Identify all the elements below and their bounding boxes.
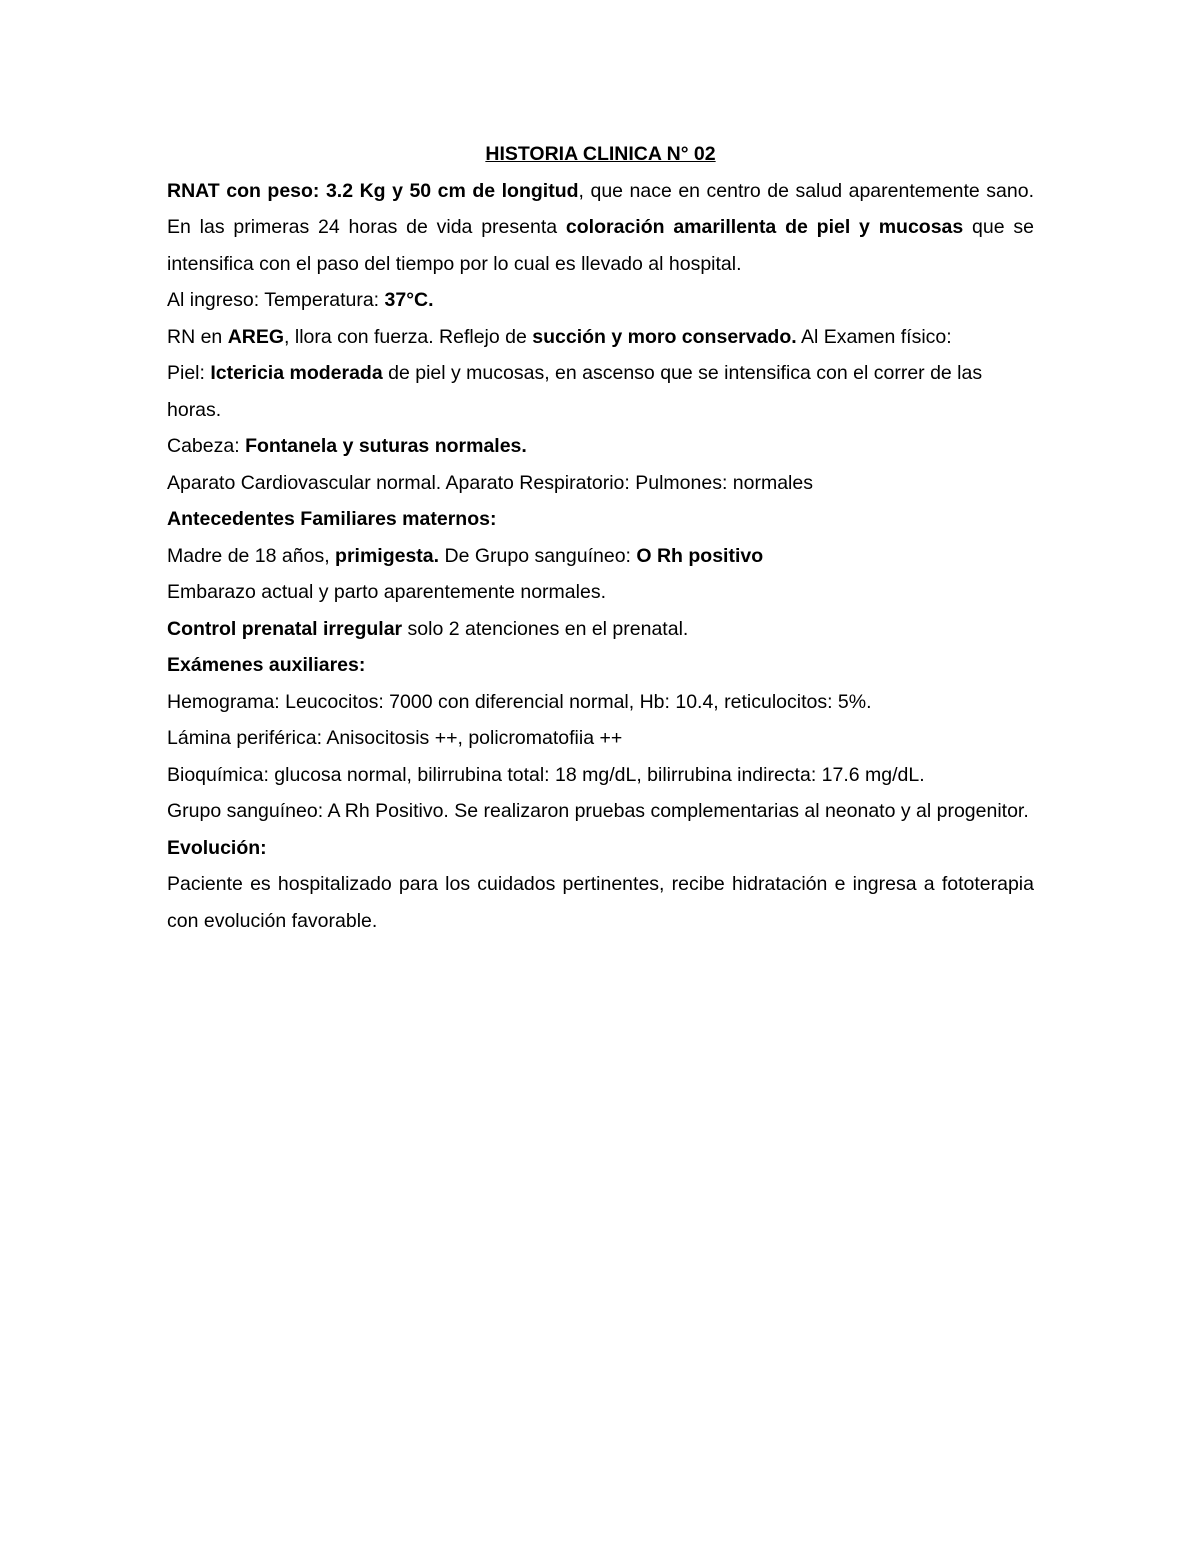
text-run: Al Examen físico: [796, 325, 952, 348]
bold-text: Fontanela y suturas normales. [245, 435, 527, 457]
paragraph-rnat [167, 173, 1034, 283]
bold-text: Exámenes auxiliares: [167, 654, 366, 676]
paragraph-madre [167, 538, 1034, 575]
paragraph-lamina: Lámina periférica: Anisocitosis ++, policromatofiia ++ [167, 727, 623, 749]
text-run: Al ingreso: Temperatura: [167, 289, 385, 311]
text-run: Cabeza: [167, 435, 246, 457]
bold-text: RNAT con peso: 3.2 Kg y 50 cm de longitud [167, 179, 579, 202]
heading-evolucion [167, 830, 1034, 867]
bold-text: Antecedentes Familiares maternos: [167, 508, 497, 530]
document-body [167, 136, 1034, 939]
text-run: RN en [167, 325, 228, 348]
paragraph-piel [167, 355, 1034, 428]
paragraph-control-prenatal [167, 611, 1034, 648]
text-run: que se intensifica con el paso del tiempo por lo cual es llevado al hospital. [167, 216, 1034, 275]
paragraph-aparato: Aparato Cardiovascular normal. Aparato Respiratorio: Pulmones: normales [167, 471, 813, 494]
text-run: solo 2 atenciones en el prenatal. [402, 617, 689, 640]
text-run: Madre de 18 años, [167, 544, 336, 567]
bold-text: succión y moro conservado. [532, 325, 797, 348]
paragraph-ingreso [167, 282, 1034, 319]
bold-text: primigesta. [335, 544, 440, 567]
paragraph-paciente: Paciente es hospitalizado para los cuidados pertinentes, recibe hidratación e ingresa a fototerapia con evolución favorable. [167, 873, 1034, 932]
paragraph-hemograma: Hemograma: Leucocitos: 7000 con diferencial normal, Hb: 10.4, reticulocitos: 5%. [167, 690, 872, 713]
text-run: , que nace en centro de salud aparentemente sano. En las primeras 24 horas de vida presenta [167, 179, 1035, 238]
paragraph-rn-areg [167, 319, 1034, 356]
heading-examenes [167, 647, 1034, 684]
bold-text: Control prenatal irregular [167, 617, 403, 640]
bold-text: AREG [227, 325, 285, 348]
text-run: De Grupo sanguíneo: [439, 544, 637, 567]
text-run: Piel: [167, 362, 211, 384]
text-run: , llora con fuerza. Reflejo de [284, 325, 533, 348]
heading-antecedentes [167, 501, 1034, 538]
paragraph-embarazo: Embarazo actual y parto aparentemente normales. [167, 581, 606, 603]
text-run: de piel y mucosas, en ascenso que se intensifica con el correr de las horas. [167, 362, 983, 421]
bold-text: coloración amarillenta de piel y mucosas [565, 216, 964, 238]
bold-text: 37°C. [384, 289, 434, 311]
document-title: HISTORIA CLINICA N° 02 [485, 143, 716, 165]
bold-text: O Rh positivo [636, 544, 764, 567]
paragraph-bioquimica: Bioquímica: glucosa normal, bilirrubina total: 18 mg/dL, bilirrubina indirecta: 17.6 mg/dL. [167, 763, 925, 786]
paragraph-grupo-sanguineo: Grupo sanguíneo: A Rh Positivo. Se realizaron pruebas complementarias al neonato y al progenitor. [167, 800, 1029, 822]
bold-text: Evolución: [167, 836, 267, 859]
bold-text: Ictericia moderada [210, 362, 383, 384]
paragraph-cabeza [167, 428, 1034, 465]
